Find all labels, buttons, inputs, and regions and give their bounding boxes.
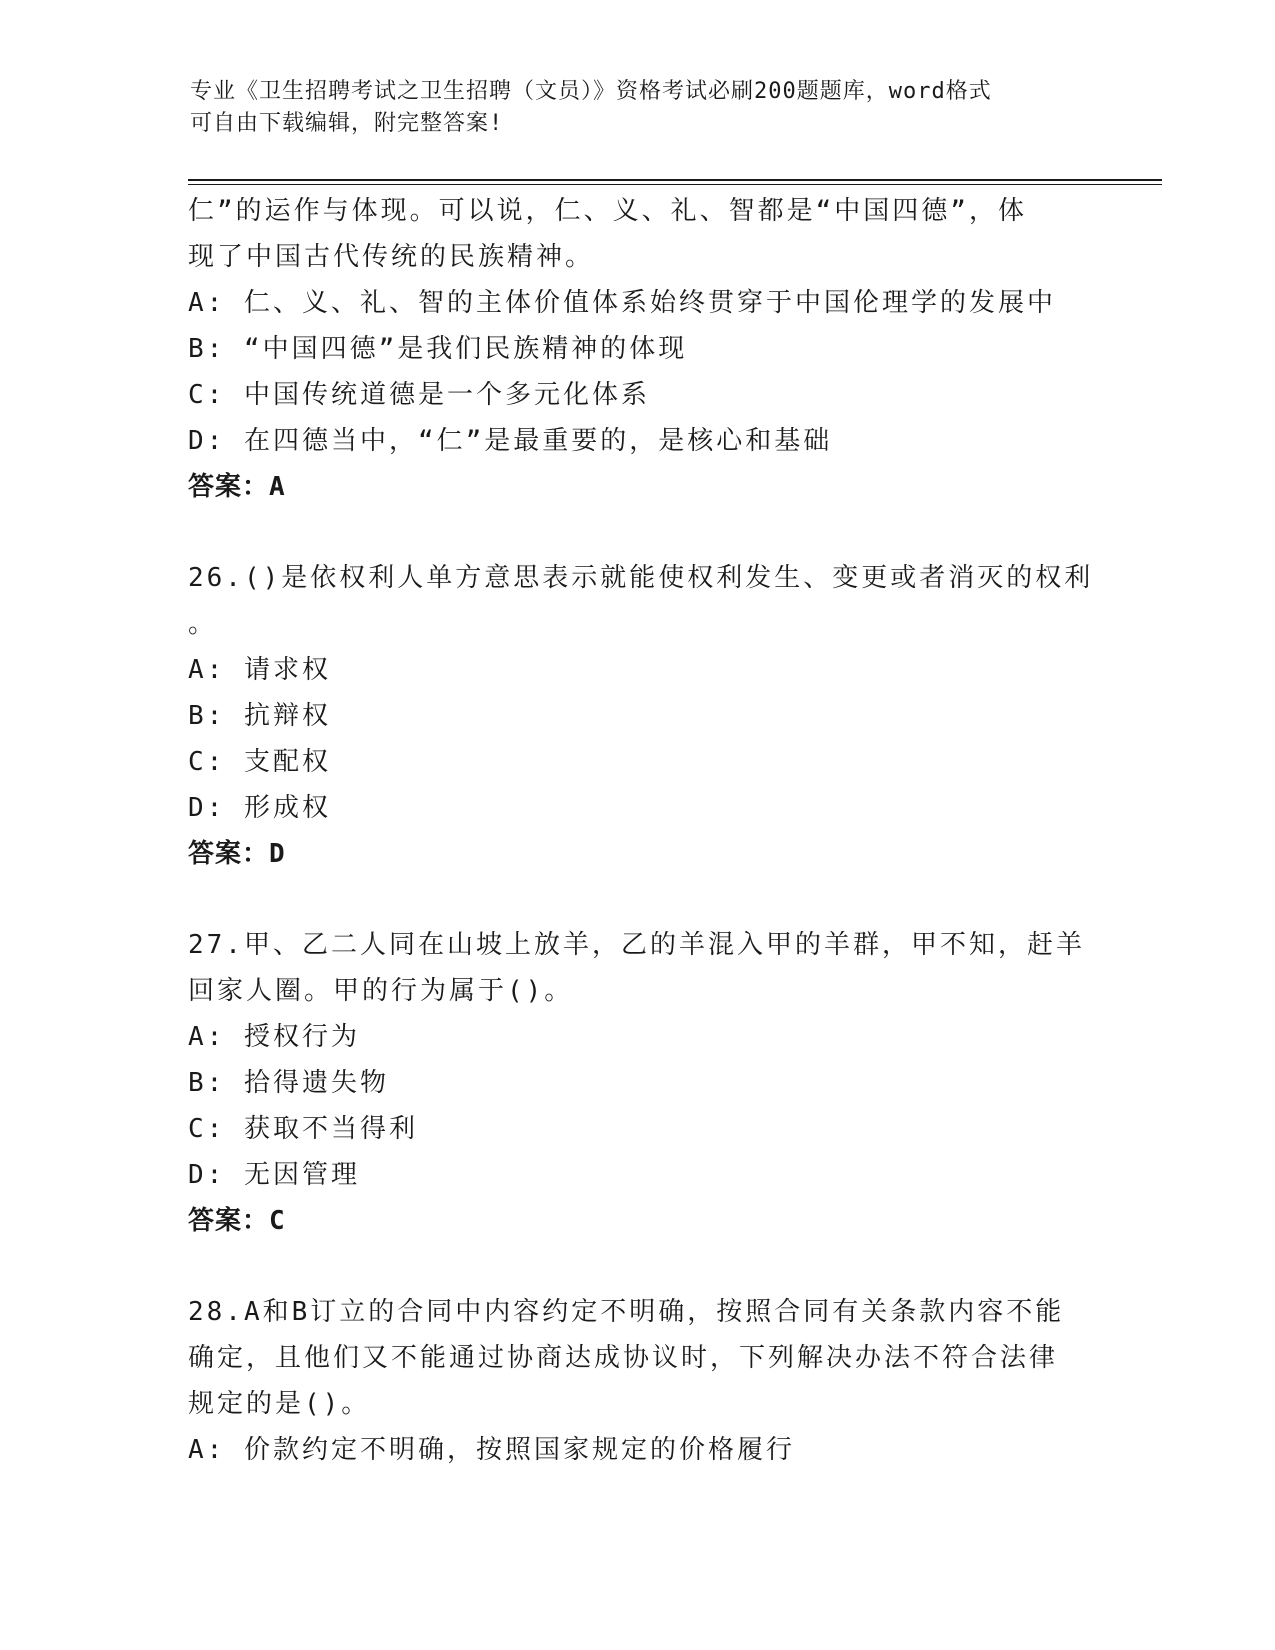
option-a: A: 仁、义、礼、智的主体价值体系始终贯穿于中国伦理学的发展中: [188, 288, 1056, 318]
question-27: [188, 922, 1088, 1244]
question-text-line: 27.甲、乙二人同在山坡上放羊，乙的羊混入甲的羊群，甲不知，赶羊: [188, 930, 1085, 960]
header-divider-thin: [188, 184, 1162, 185]
option-b: B: 抗辩权: [188, 701, 331, 731]
question-text-line: 28.A和B订立的合同中内容约定不明确，按照合同有关条款内容不能: [188, 1297, 1065, 1327]
option-d: D: 形成权: [188, 793, 331, 823]
option-c: C: 中国传统道德是一个多元化体系: [188, 380, 650, 410]
answer-line: 答案：D: [188, 839, 286, 869]
option-d: D: 在四德当中，“仁”是最重要的，是核心和基础: [188, 426, 833, 456]
question-26: [188, 555, 1094, 877]
spacer: [188, 1244, 1088, 1289]
header-divider-thick: [188, 179, 1162, 181]
question-content: [188, 188, 1094, 1473]
option-a: A: 价款约定不明确，按照国家规定的价格履行: [188, 1435, 795, 1465]
page-header: [190, 76, 1070, 140]
answer-line: 答案：A: [188, 472, 286, 502]
header-title-line-1: 专业《卫生招聘考试之卫生招聘（文员）》资格考试必刷200题题库，word格式: [190, 79, 992, 104]
question-text-line: 规定的是()。: [188, 1389, 371, 1419]
question-text-line: 26.()是依权利人单方意思表示就能使权利发生、变更或者消灭的权利: [188, 563, 1094, 593]
option-b: B: 拾得遗失物: [188, 1068, 389, 1098]
option-c: C: 支配权: [188, 747, 331, 777]
option-c: C: 获取不当得利: [188, 1114, 418, 1144]
question-text-line: 回家人圈。甲的行为属于()。: [188, 976, 574, 1006]
question-text-line: 现了中国古代传统的民族精神。: [188, 242, 595, 272]
question-25-continuation: [188, 188, 1088, 510]
option-a: A: 请求权: [188, 655, 331, 685]
option-a: A: 授权行为: [188, 1022, 360, 1052]
question-text-line: 。: [188, 609, 218, 639]
option-b: B: “中国四德”是我们民族精神的体现: [188, 334, 688, 364]
question-28: [188, 1289, 1088, 1473]
spacer: [188, 510, 1088, 555]
header-title-line-2: 可自由下载编辑，附完整答案!: [190, 111, 504, 136]
question-text-line: 确定，且他们又不能通过协商达成协议时，下列解决办法不符合法律: [188, 1343, 1059, 1373]
question-text-line: 仁”的运作与体现。可以说，仁、义、礼、智都是“中国四德”，体: [188, 196, 1027, 226]
option-d: D: 无因管理: [188, 1160, 360, 1190]
spacer: [188, 877, 1088, 922]
answer-line: 答案：C: [188, 1206, 286, 1236]
